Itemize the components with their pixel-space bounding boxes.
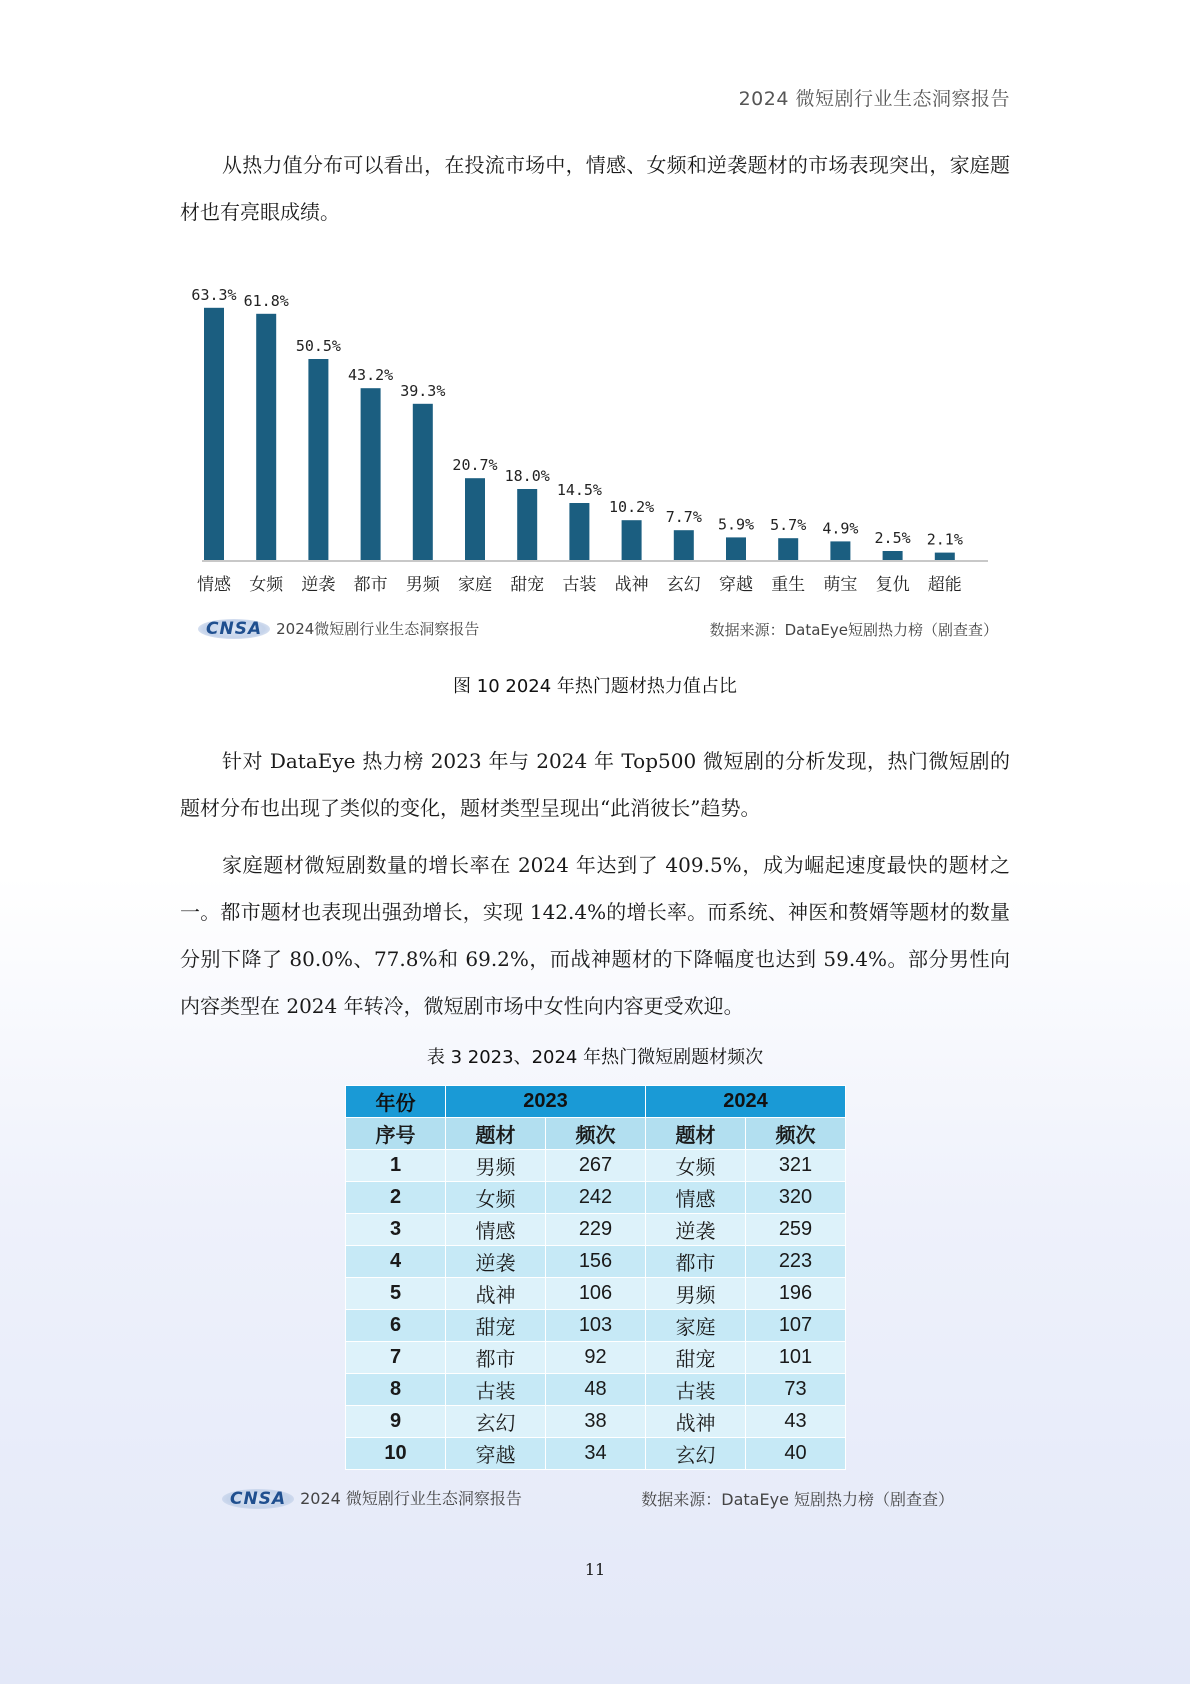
bar-14 bbox=[935, 553, 955, 561]
cell-count-2023: 34 bbox=[546, 1438, 646, 1470]
cell-count-2024: 259 bbox=[746, 1214, 846, 1246]
cell-topic-2024: 情感 bbox=[646, 1182, 746, 1214]
cell-topic-2023: 男频 bbox=[446, 1150, 546, 1182]
category-tick-label: 玄幻 bbox=[666, 575, 701, 595]
cell-count-2023: 229 bbox=[546, 1214, 646, 1246]
cell-topic-2023: 都市 bbox=[446, 1342, 546, 1374]
category-tick-label: 超能 bbox=[927, 575, 962, 595]
bar-value-label: 5.9% bbox=[717, 515, 755, 534]
growth-paragraph: 家庭题材微短剧数量的增长率在 2024 年达到了 409.5%，成为崛起速度最快的题材之一。都市题材也表现出强劲增长，实现 142.4%的增长率。而系统、神医和赘婿等题材的数量分别下降了 80.0%、77.8%和 69.2%，而战神题材的下降幅度也达到 59.4%。部分男性向内容类型在 2024 年转冷，微短剧市场中女性向内容更受欢迎。 bbox=[180, 853, 1010, 1018]
bar-12 bbox=[830, 541, 850, 561]
cell-count-2023: 267 bbox=[546, 1150, 646, 1182]
cell-count-2024: 196 bbox=[746, 1278, 846, 1310]
cell-count-2023: 48 bbox=[546, 1374, 646, 1406]
cell-count-2024: 73 bbox=[746, 1374, 846, 1406]
page-number: 11 bbox=[584, 1560, 606, 1579]
cell-topic-2023: 甜宠 bbox=[446, 1310, 546, 1342]
cell-count-2024: 101 bbox=[746, 1342, 846, 1374]
cell-count-2024: 40 bbox=[746, 1438, 846, 1470]
cell-topic-2024: 古装 bbox=[646, 1374, 746, 1406]
cell-rank: 8 bbox=[346, 1374, 446, 1406]
cell-count-2024: 43 bbox=[746, 1406, 846, 1438]
cell-topic-2023: 情感 bbox=[446, 1214, 546, 1246]
cell-count-2023: 156 bbox=[546, 1246, 646, 1278]
bar-value-label: 18.0% bbox=[504, 467, 550, 485]
cell-rank: 10 bbox=[346, 1438, 446, 1470]
bar-4 bbox=[413, 404, 433, 561]
year-2023: 2023 bbox=[446, 1086, 646, 1118]
category-tick-label: 战神 bbox=[614, 575, 649, 595]
cell-rank: 3 bbox=[346, 1214, 446, 1246]
col-rank: 序号 bbox=[346, 1118, 446, 1150]
cell-topic-2024: 女频 bbox=[646, 1150, 746, 1182]
intro-paragraph: 从热力值分布可以看出，在投流市场中，情感、女频和逆袭题材的市场表现突出，家庭题材也有亮眼成绩。 bbox=[180, 153, 1010, 224]
cell-rank: 1 bbox=[346, 1150, 446, 1182]
cell-count-2023: 242 bbox=[546, 1182, 646, 1214]
cell-topic-2023: 逆袭 bbox=[446, 1246, 546, 1278]
topic-heat-bar-chart bbox=[180, 262, 1010, 602]
cell-topic-2024: 玄幻 bbox=[646, 1438, 746, 1470]
cell-topic-2024: 男频 bbox=[646, 1278, 746, 1310]
cell-rank: 5 bbox=[346, 1278, 446, 1310]
category-tick-label: 穿越 bbox=[719, 575, 753, 595]
category-tick-label: 情感 bbox=[197, 575, 231, 595]
bar-value-label: 4.9% bbox=[822, 519, 859, 538]
category-tick-label: 甜宠 bbox=[510, 575, 545, 595]
bar-value-label: 14.5% bbox=[556, 481, 602, 499]
cell-rank: 6 bbox=[346, 1310, 446, 1342]
cell-rank: 2 bbox=[346, 1182, 446, 1214]
cell-topic-2023: 玄幻 bbox=[446, 1406, 546, 1438]
category-tick-label: 萌宝 bbox=[823, 575, 858, 595]
bar-value-label: 20.7% bbox=[452, 456, 498, 475]
bar-value-label: 2.1% bbox=[926, 530, 963, 549]
bar-value-label: 10.2% bbox=[609, 498, 655, 517]
bar-1 bbox=[256, 314, 276, 561]
category-tick-label: 逆袭 bbox=[301, 575, 336, 595]
chart-footer-left bbox=[198, 618, 479, 639]
col-topic-2024: 题材 bbox=[646, 1118, 746, 1150]
table-footer-report: 2024 微短剧行业生态洞察报告 bbox=[300, 1489, 522, 1508]
category-tick-label: 男频 bbox=[405, 575, 440, 595]
cell-rank: 7 bbox=[346, 1342, 446, 1374]
category-tick-label: 重生 bbox=[771, 575, 806, 595]
cnsa-logo: CNSA bbox=[198, 619, 270, 639]
table-row bbox=[346, 1214, 846, 1246]
bar-value-label: 50.5% bbox=[295, 337, 341, 355]
cell-topic-2024: 家庭 bbox=[646, 1310, 746, 1342]
year-2024: 2024 bbox=[646, 1086, 846, 1118]
running-header: 2024 微短剧行业生态洞察报告 bbox=[738, 88, 1010, 110]
table-row bbox=[346, 1342, 846, 1374]
cell-count-2024: 223 bbox=[746, 1246, 846, 1278]
category-tick-label: 古装 bbox=[562, 575, 597, 595]
cell-topic-2024: 逆袭 bbox=[646, 1214, 746, 1246]
bar-value-label: 5.7% bbox=[770, 516, 807, 535]
chart-footer-report: 2024微短剧行业生态洞察报告 bbox=[276, 620, 480, 638]
bar-8 bbox=[622, 520, 642, 561]
bar-7 bbox=[569, 503, 589, 561]
cell-count-2023: 38 bbox=[546, 1406, 646, 1438]
bar-value-label: 39.3% bbox=[400, 381, 446, 400]
bar-value-label: 2.5% bbox=[874, 529, 911, 547]
cell-count-2024: 321 bbox=[746, 1150, 846, 1182]
bar-value-label: 63.3% bbox=[191, 285, 237, 304]
cell-count-2024: 107 bbox=[746, 1310, 846, 1342]
cell-count-2024: 320 bbox=[746, 1182, 846, 1214]
figure-caption: 图 10 2024 年热门题材热力值占比 bbox=[453, 676, 737, 697]
cell-count-2023: 106 bbox=[546, 1278, 646, 1310]
cell-rank: 4 bbox=[346, 1246, 446, 1278]
table-row bbox=[346, 1374, 846, 1406]
table-row bbox=[346, 1182, 846, 1214]
bar-value-label: 43.2% bbox=[348, 366, 394, 385]
table-row bbox=[346, 1438, 846, 1470]
table-row bbox=[346, 1310, 846, 1342]
cell-topic-2023: 女频 bbox=[446, 1182, 546, 1214]
table-row bbox=[346, 1150, 846, 1182]
topic-frequency-table bbox=[345, 1085, 846, 1470]
table-row bbox=[346, 1278, 846, 1310]
bar-9 bbox=[674, 530, 694, 561]
table-footer-left bbox=[222, 1486, 522, 1509]
col-count-2024: 频次 bbox=[746, 1118, 846, 1150]
bar-value-label: 7.7% bbox=[665, 508, 702, 527]
cnsa-logo: CNSA bbox=[222, 1489, 294, 1509]
table-row bbox=[346, 1406, 846, 1438]
cell-topic-2024: 甜宠 bbox=[646, 1342, 746, 1374]
cell-topic-2024: 都市 bbox=[646, 1246, 746, 1278]
bar-11 bbox=[778, 538, 798, 561]
table-year-header bbox=[346, 1086, 846, 1118]
cell-count-2023: 103 bbox=[546, 1310, 646, 1342]
category-tick-label: 复仇 bbox=[875, 575, 910, 595]
cell-topic-2024: 战神 bbox=[646, 1406, 746, 1438]
table-column-header bbox=[346, 1118, 846, 1150]
category-tick-label: 家庭 bbox=[458, 575, 492, 595]
cell-topic-2023: 战神 bbox=[446, 1278, 546, 1310]
year-label: 年份 bbox=[346, 1086, 446, 1118]
cell-topic-2023: 古装 bbox=[446, 1374, 546, 1406]
bar-6 bbox=[517, 489, 537, 561]
cell-count-2023: 92 bbox=[546, 1342, 646, 1374]
table-footer-source: 数据来源：DataEye 短剧热力榜（剧查查） bbox=[641, 1490, 954, 1509]
chart-footer-source: 数据来源：DataEye短剧热力榜（剧查查） bbox=[709, 621, 998, 639]
category-tick-label: 都市 bbox=[353, 575, 388, 595]
bar-10 bbox=[726, 537, 746, 561]
cell-topic-2023: 穿越 bbox=[446, 1438, 546, 1470]
col-topic-2023: 题材 bbox=[446, 1118, 546, 1150]
table-caption: 表 3 2023、2024 年热门微短剧题材频次 bbox=[426, 1047, 764, 1068]
table-row bbox=[346, 1246, 846, 1278]
category-tick-label: 女频 bbox=[249, 575, 284, 595]
bar-2 bbox=[308, 359, 328, 561]
analysis-paragraph: 针对 DataEye 热力榜 2023 年与 2024 年 Top500 微短剧的分析发现，热门微短剧的题材分布也出现了类似的变化，题材类型呈现出“此消彼长”趋势。 bbox=[180, 749, 1010, 820]
bar-value-label: 61.8% bbox=[243, 291, 289, 310]
bar-5 bbox=[465, 478, 485, 561]
bar-3 bbox=[361, 388, 381, 561]
bar-13 bbox=[883, 551, 903, 561]
bar-0 bbox=[204, 308, 224, 561]
col-count-2023: 频次 bbox=[546, 1118, 646, 1150]
cell-rank: 9 bbox=[346, 1406, 446, 1438]
